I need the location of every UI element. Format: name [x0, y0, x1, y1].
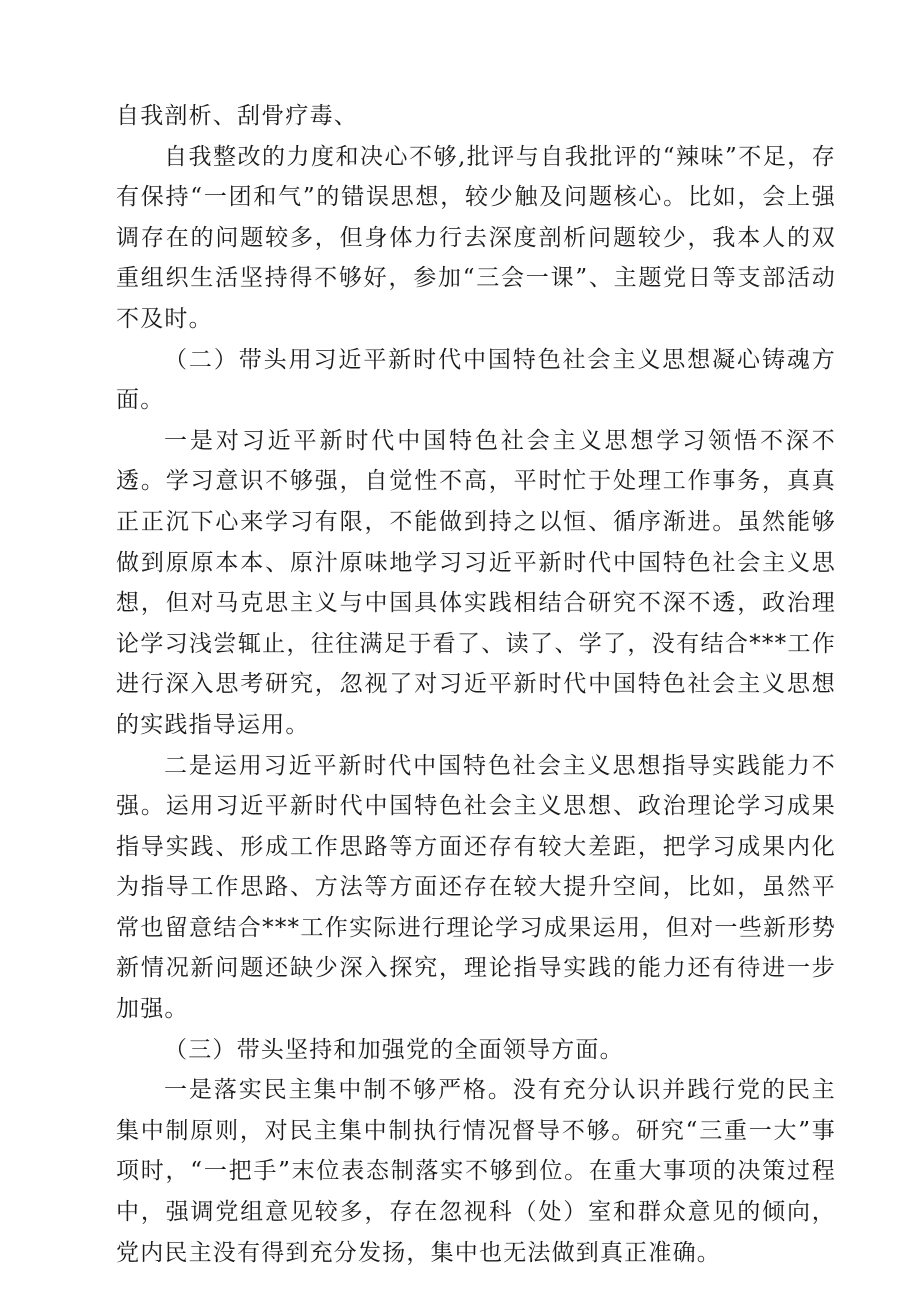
paragraph-practice-ability: 二是运用习近平新时代中国特色社会主义思想指导实践能力不强。运用习近平新时代中国特色社会主义思想、政治理论学习成果指导实践、形成工作思路等方面还存有较大差距，把学习成果内化为指导工作思路、方法等方面还存在较大提升空间，比如，虽然平常也留意结合***工作实际进行理论学习成果运用，但对一些新形势新情况新问题还缺少深入探究，理论指导实践的能力还有待进一步加强。 [116, 752, 836, 1023]
paragraph-self-rectification: 自我整改的力度和决心不够,批评与自我批评的“辣味”不足，存有保持“一团和气”的错误思想，较少触及问题核心。比如，会上强调存在的问题较多，但身体力行去深度剖析问题较少，我本人的双重组织生活坚持得不够好，参加“三会一课”、主题党日等支部活动不及时。 [116, 143, 836, 332]
section-heading-2: （二）带头用习近平新时代中国特色社会主义思想凝心铸魂方面。 [116, 346, 836, 414]
paragraph-study-insufficient: 一是对习近平新时代中国特色社会主义思想学习领悟不深不透。学习意识不够强，自觉性不高，平时忙于处理工作事务，真真正正沉下心来学习有限，不能做到持之以恒、循序渐进。虽然能够做到原原本本、原汁原味地学习习近平新时代中国特色社会主义思想，但对马克思主义与中国具体实践相结合研究不深不透，政治理论学习浅尝辄止，往往满足于看了、读了、学了，没有结合***工作进行深入思考研究，忽视了对习近平新时代中国特色社会主义思想的实践指导运用。 [116, 427, 836, 738]
paragraph-democratic-centralism: 一是落实民主集中制不够严格。没有充分认识并践行党的民主集中制原则，对民主集中制执行情况督导不够。研究“三重一大”事项时，“一把手”末位表态制落实不够到位。在重大事项的决策过程中，强调党组意见较多，存在忽视科（处）室和群众意见的倾向，党内民主没有得到充分发扬，集中也无法做到真正准确。 [116, 1077, 836, 1266]
document-body [116, 96, 836, 1273]
section-heading-3: （三）带头坚持和加强党的全面领导方面。 [164, 1036, 624, 1063]
paragraph-continued: 自我剖析、刮骨疗毒、 [116, 103, 358, 129]
